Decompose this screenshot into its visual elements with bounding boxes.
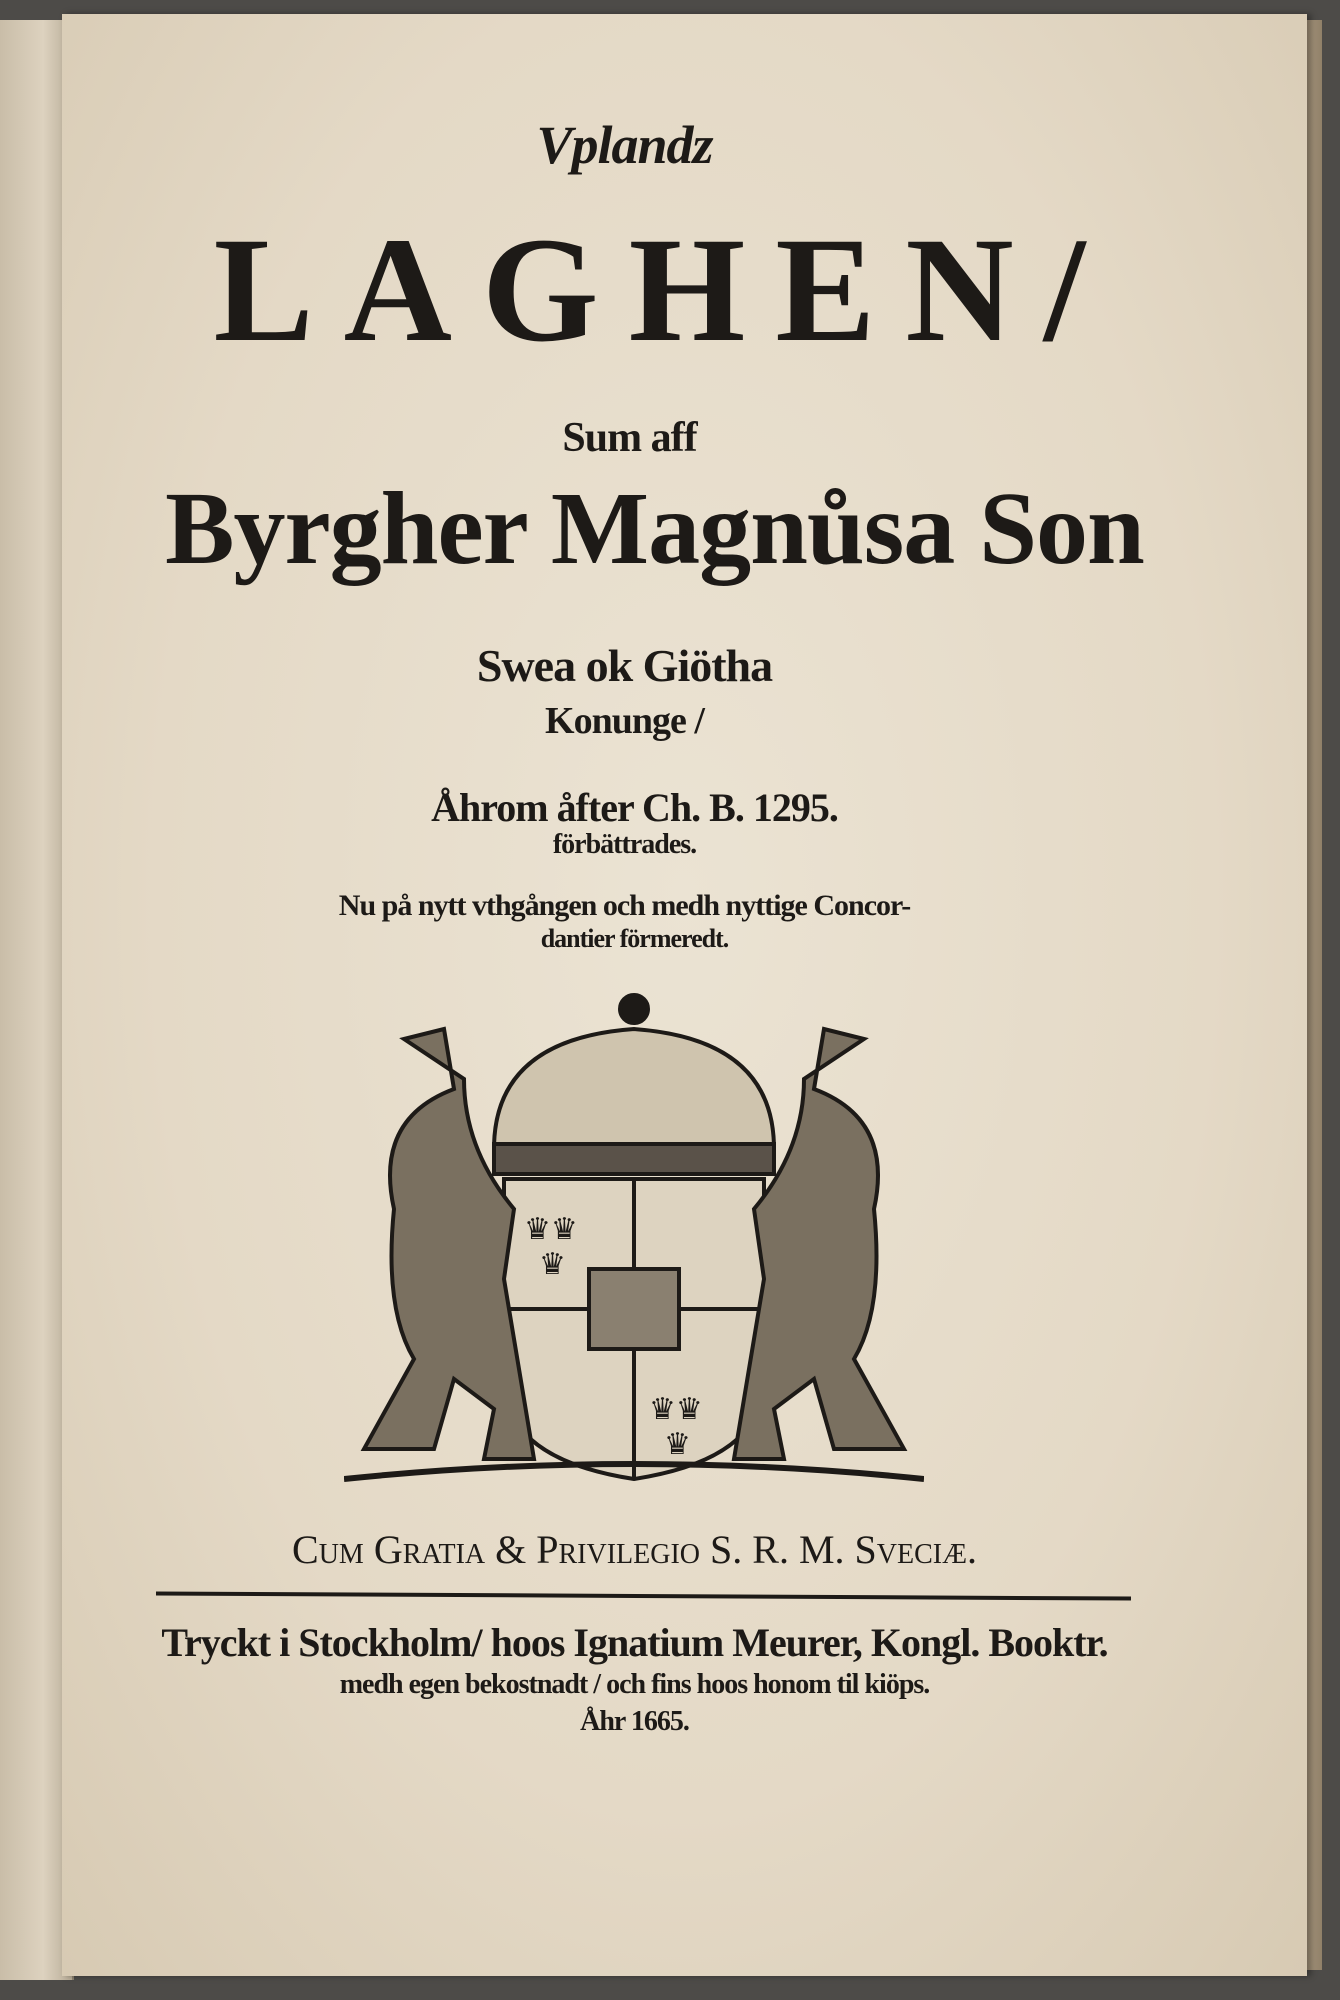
title-line-konunge: Konunge / [545, 700, 704, 742]
svg-text:♛♛: ♛♛ [524, 1213, 578, 1246]
title-line-laghen: LAGHEN/ [213, 207, 1116, 373]
svg-text:♛: ♛ [539, 1248, 566, 1281]
title-line-author: Byrgher Magnůsa Son [165, 471, 1144, 586]
title-line-vplandz: Vplandz [536, 115, 713, 175]
title-page [62, 14, 1307, 1976]
title-line-forbattrades: förbättrades. [552, 829, 697, 860]
imprint-line-2: medh egen bekostnadt / och fins hoos honom til kiöps. [339, 1669, 930, 1700]
imprint-year: Åhr 1665. [580, 1706, 689, 1737]
title-line-dantier: dantier förmeredt. [540, 924, 729, 953]
title-line-sum-aff: Sum aff [562, 415, 697, 461]
imprint-line-1: Tryckt i Stockholm/ hoos Ignatium Meurer, Kongl. Booktr. [161, 1620, 1108, 1665]
crown-icon [494, 1029, 774, 1149]
privilege-line: Cum Gratia & Privilegio S. R. M. Sveciæ. [292, 1527, 977, 1572]
svg-text:♛: ♛ [664, 1428, 691, 1461]
title-line-ahrom: Åhrom åfter Ch. B. 1295. [431, 785, 838, 830]
title-line-swea: Swea ok Giötha [476, 640, 773, 691]
title-line-nu-pa-nytt: Nu på nytt vthgången och medh nyttige Concor- [338, 889, 911, 922]
svg-text:♛♛: ♛♛ [649, 1393, 703, 1426]
royal-coat-of-arms-woodcut [344, 979, 924, 1499]
horizontal-rule [156, 1591, 1131, 1600]
